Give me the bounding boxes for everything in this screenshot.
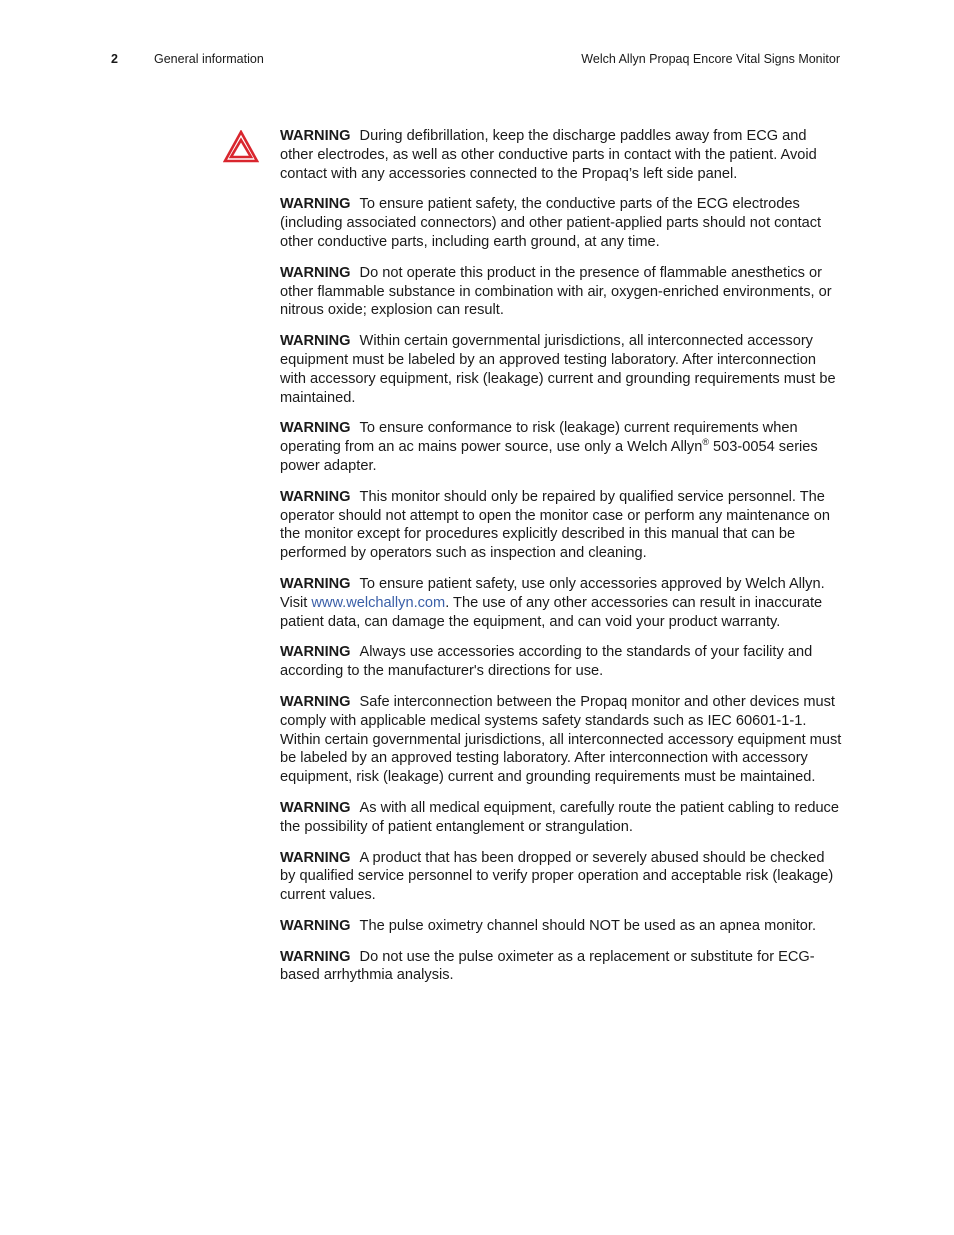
warning-triangle-icon (223, 130, 259, 163)
warning-text: Do not operate this product in the presence of flammable anesthetics or other flammable substance in combination with air, oxygen-enriched environments, or nitrous oxide; explosion can result. (280, 264, 832, 319)
warning-text: Within certain governmental jurisdictions, all interconnected accessory equipment must be labeled by an approved testing laboratory. After interconnection with accessory equipment, risk (leakage) current and grounding requirements must be maintained. (280, 333, 836, 406)
warning-paragraph (280, 127, 842, 183)
warning-label: WARNING (280, 849, 351, 866)
warning-paragraph (280, 264, 842, 320)
warning-label: WARNING (280, 575, 351, 592)
warning-text: . The use of any other accessories can result in inaccurate patient data, can damage the equipment, and can void your product warranty. (280, 594, 823, 630)
warning-text: During defibrillation, keep the discharge paddles away from ECG and other electrodes, as well as other conductive parts in contact with the patient. Avoid contact with any accessories connected to the Propaq’s left side panel. (280, 128, 817, 182)
warning-paragraph (280, 917, 842, 936)
section-title: General information (154, 52, 264, 66)
warning-text: To ensure conformance to risk (leakage) current requirements when operating from an ac mains power source, use only a Welch Allyn (280, 420, 798, 456)
page-number: 2 (111, 52, 118, 66)
warning-text: The pulse oximetry channel should NOT be used as an apnea monitor. (359, 917, 817, 934)
warnings-list (280, 127, 842, 997)
warning-label: WARNING (280, 420, 351, 437)
warning-label: WARNING (280, 644, 351, 661)
warning-label: WARNING (280, 196, 351, 213)
registered-mark: ® (702, 437, 709, 448)
warning-paragraph (280, 693, 842, 787)
warning-label: WARNING (280, 333, 351, 350)
warning-text: A product that has been dropped or severely abused should be checked by qualified service personnel to verify proper operation and acceptable risk (leakage) current values. (280, 849, 834, 904)
warning-text: Always use accessories according to the standards of your facility and according to the manufacturer's directions for use. (280, 644, 813, 680)
warning-label: WARNING (280, 917, 351, 934)
warning-label: WARNING (280, 264, 351, 281)
warning-label: WARNING (280, 693, 351, 710)
warning-paragraph (280, 948, 842, 986)
website-link[interactable]: www.welchallyn.com (311, 594, 446, 611)
warning-label: WARNING (280, 488, 351, 505)
warning-paragraph (280, 195, 842, 251)
warning-paragraph (280, 332, 842, 407)
warning-label: WARNING (280, 799, 351, 816)
warning-text: This monitor should only be repaired by qualified service personnel. The operator should not attempt to open the monitor case or perform any maintenance on the monitor except for procedures explicitly described in this manual that can be performed by operators such as inspection and cleaning. (280, 488, 831, 562)
warning-text: Safe interconnection between the Propaq monitor and other devices must comply with applicable medical systems safety standards such as IEC 60601-1-1. Within certain governmental jurisdictions, all interconnected accessory equipment must be labeled by an approved testing laboratory. After interconnection with accessory equipment, risk (leakage) current and grounding requirements must be maintained. (280, 693, 842, 786)
warning-text: 503-0054 series power adapter. (280, 439, 818, 474)
warning-paragraph (280, 488, 842, 563)
warning-paragraph (280, 575, 842, 631)
warning-label: WARNING (280, 948, 351, 965)
warning-label: WARNING (280, 128, 351, 144)
warning-paragraph (280, 799, 842, 837)
warning-text: To ensure patient safety, use only accessories approved by Welch Allyn. Visit (280, 575, 825, 611)
document-title: Welch Allyn Propaq Encore Vital Signs Monitor (581, 52, 840, 66)
page-header (0, 52, 954, 72)
warning-text: As with all medical equipment, carefully route the patient cabling to reduce the possibility of patient entanglement or strangulation. (280, 799, 839, 835)
warning-paragraph (280, 419, 842, 475)
warning-text: Do not use the pulse oximeter as a replacement or substitute for ECG-based arrhythmia analysis. (280, 948, 815, 984)
warning-paragraph (280, 643, 842, 681)
warning-text: To ensure patient safety, the conductive parts of the ECG electrodes (including associated connectors) and other patient-applied parts should not contact other conductive parts, including earth ground, at any time. (280, 196, 822, 250)
warning-paragraph (280, 849, 842, 905)
